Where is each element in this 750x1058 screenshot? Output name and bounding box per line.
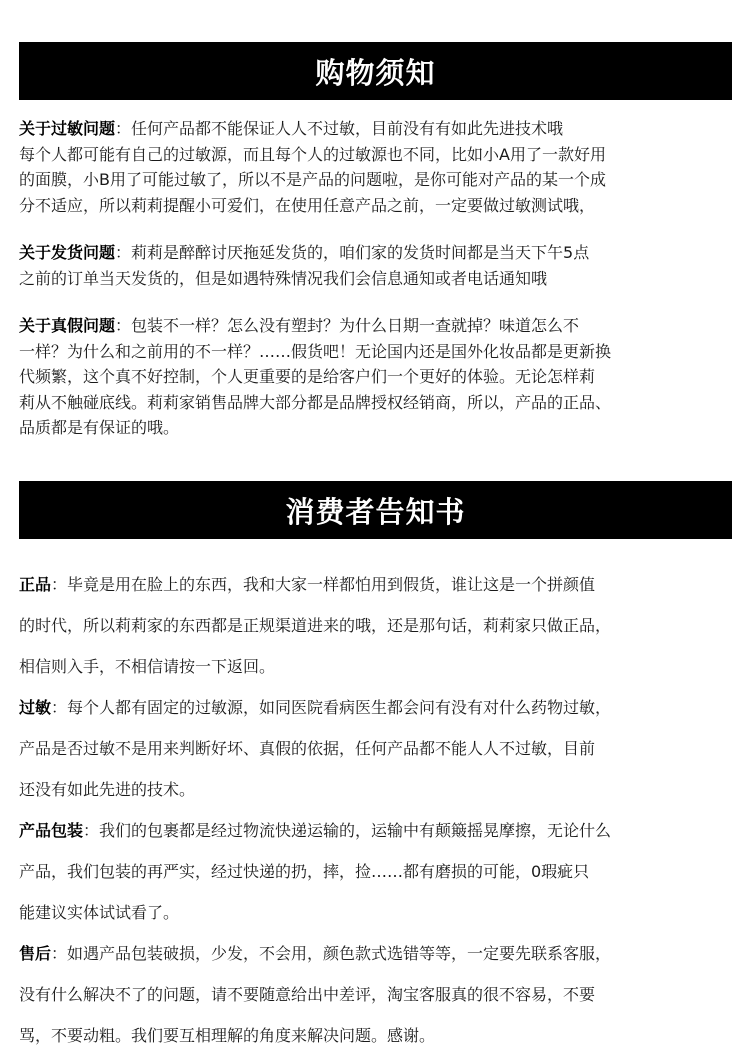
paragraph-label: 售后	[19, 944, 52, 963]
genuine-paragraph: 正品：毕竟是用在脸上的东西，我和大家一样都怕用到假货，谁让这是一个拼颜值 的时代，所以莉莉家的东西都是正规渠道进来的哦，还是那句话，莉莉家只做正品， 相信则入手，不相信请按一下返回。	[19, 575, 612, 676]
paragraph-label: 关于过敏问题	[19, 119, 116, 138]
paragraph-label: 正品	[19, 575, 52, 594]
allergy-paragraph: 过敏：每个人都有固定的过敏源，如同医院看病医生都会问有没有对什么药物过敏， 产品是否过敏不是用来判断好坏、真假的依据，任何产品都不能人人不过敏，目前 还没有如此先进的技术。	[19, 698, 612, 799]
shipping-issue-paragraph: 关于发货问题：莉莉是醉醉讨厌拖延发货的，咱们家的发货时间都是当天下午5点 之前的订单当天发货的，但是如遇特殊情况我们会信息通知或者电话通知哦	[19, 243, 590, 288]
shopping-notice-body	[19, 116, 734, 463]
consumer-notice-header	[19, 481, 732, 539]
packaging-paragraph: 产品包装：我们的包裹都是经过物流快递运输的，运输中有颠簸摇晃摩擦，无论什么 产品，我们包装的再严实，经过快递的扔，摔，捡……都有磨损的可能，0瑕疵只 能建议实体试试看了。	[19, 821, 612, 922]
paragraph-label: 产品包装	[19, 821, 84, 840]
shopping-notice-title: 购物须知	[315, 55, 436, 90]
shopping-notice-header	[19, 42, 732, 100]
paragraph-label: 关于真假问题	[19, 316, 116, 335]
after-sales-paragraph: 售后：如遇产品包装破损，少发，不会用，颜色款式选错等等，一定要先联系客服， 没有什么解决不了的问题，请不要随意给出中差评，淘宝客服真的很不容易，不要 骂，不要动粗。我们要互相理解的角度来解决问题。感谢。	[19, 944, 612, 1045]
paragraph-label: 过敏	[19, 698, 52, 717]
consumer-notice-title: 消费者告知书	[285, 494, 466, 529]
authenticity-issue-paragraph: 关于真假问题：包装不一样？怎么没有塑封？为什么日期一查就掉？味道怎么不 一样？为什么和之前用的不一样？……假货吧！无论国内还是国外化妆品都是更新换 代频繁，这个真不好控制，个人更重要的是给客户们一个更好的体验。无论怎样莉 莉从不触碰底线。莉莉家销售品牌大部分都是品牌授权经销商，所以，产品的正品、 品质都是有保证的哦。	[19, 316, 612, 437]
paragraph-label: 关于发货问题	[19, 243, 116, 262]
consumer-notice-body	[19, 564, 734, 1056]
allergy-issue-paragraph: 关于过敏问题：任何产品都不能保证人人不过敏，目前没有有如此先进技术哦 每个人都可能有自己的过敏源，而且每个人的过敏源也不同，比如小A用了一款好用 的面膜，小B用了可能过敏了，所以不是产品的问题啦，是你可能对产品的某一个成 分不适应，所以莉莉提醒小可爱们，在使用任意产品之前，一定要做过敏测试哦，	[19, 119, 606, 215]
